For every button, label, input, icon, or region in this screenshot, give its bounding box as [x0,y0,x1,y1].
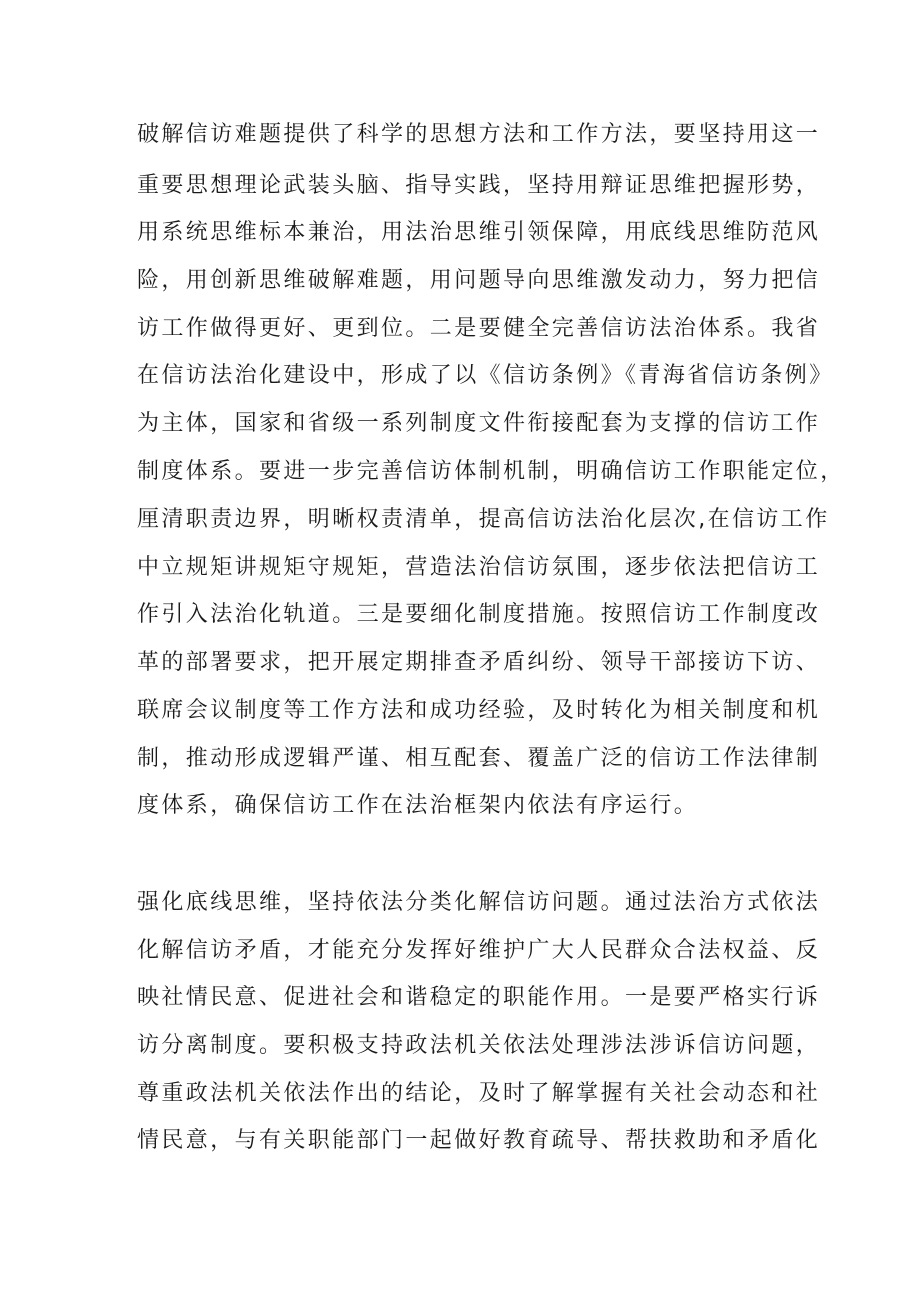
text-line: 厘清职责边界，明晰权责清单，提高信访法治化层次,在信访工作 [137,507,830,532]
text-line: 作引入法治化轨道。三是要细化制度措施。按照信访工作制度改 [137,602,821,627]
text-line: 制度体系。要进一步完善信访体制机制，明确信访工作职能定位， [137,459,845,484]
text-line: 革的部署要求，把开展定期排查矛盾纠纷、领导干部接访下访、 [137,650,821,675]
text-line: 尊重政法机关依法作出的结论，及时了解掌握有关社会动态和社 [137,1081,821,1106]
text-line: 用系统思维标本兼治，用法治思维引领保障，用底线思维防范风 [137,220,821,245]
text-line: 度体系，确保信访工作在法治框架内依法有序运行。 [137,793,699,818]
text-line: 为主体，国家和省级一系列制度文件衔接配套为支撑的信访工作 [137,411,821,436]
text-line: 情民意，与有关职能部门一起做好教育疏导、帮扶救助和矛盾化 [137,1128,821,1153]
text-line: 在信访法治化建设中，形成了以《信访条例》《青海省信访条例》 [137,363,834,388]
text-line: 访分离制度。要积极支持政法机关依法处理涉法涉诉信访问题， [137,1033,821,1058]
text-line: 破解信访难题提供了科学的思想方法和工作方法，要坚持用这一 [137,122,821,147]
text-line: 制，推动形成逻辑严谨、相互配套、覆盖广泛的信访工作法律制 [137,746,821,771]
text-line: 映社情民意、促进社会和谐稳定的职能作用。一是要严格实行诉 [137,985,821,1010]
text-line: 化解信访矛盾，才能充分发挥好维护广大人民群众合法权益、反 [137,938,821,963]
text-line: 重要思想理论武装头脑、指导实践，坚持用辩证思维把握形势， [137,173,821,198]
text-line: 中立规矩讲规矩守规矩，营造法治信访氛围，逐步依法把信访工 [137,555,821,580]
text-line: 访工作做得更好、更到位。二是要健全完善信访法治体系。我省 [137,316,821,341]
text-line: 险，用创新思维破解难题，用问题导向思维激发动力，努力把信 [137,268,821,293]
text-line: 联席会议制度等工作方法和成功经验，及时转化为相关制度和机 [137,698,821,723]
text-line: 强化底线思维，坚持依法分类化解信访问题。通过法治方式依法 [137,890,821,915]
